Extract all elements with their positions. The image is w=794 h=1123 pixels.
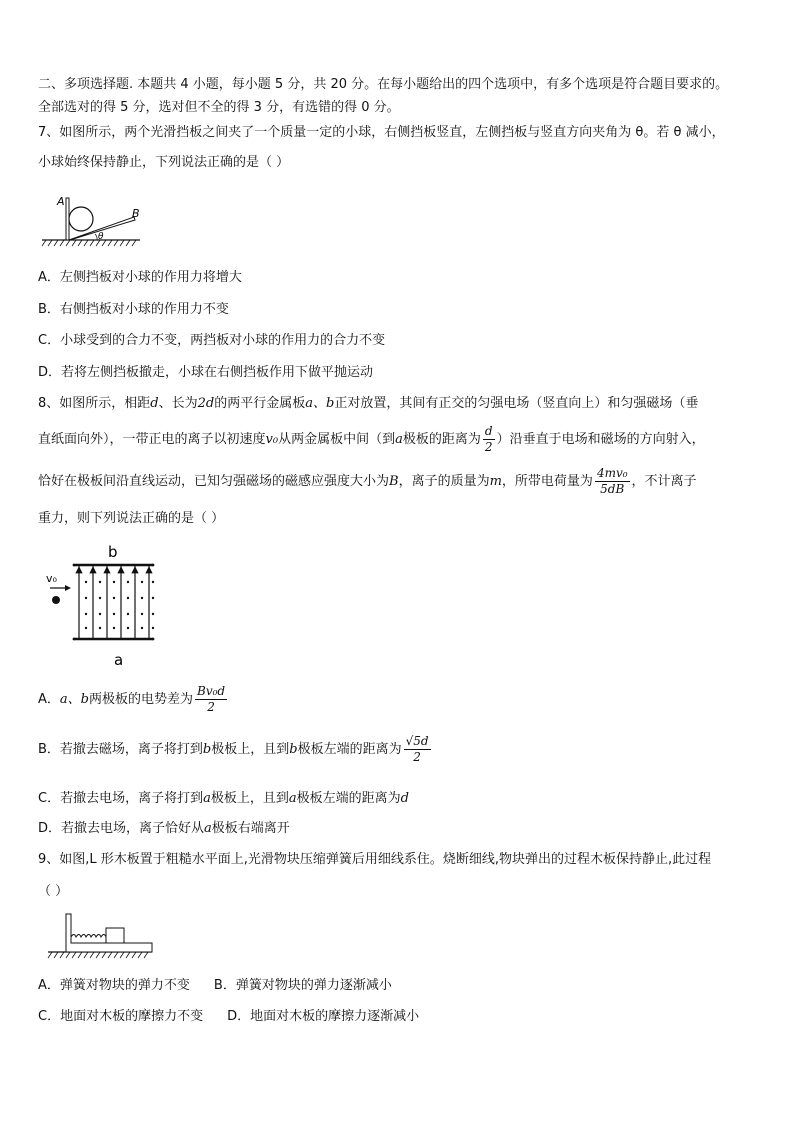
q8-option-d-a1: a	[204, 821, 212, 836]
q9-option-b: B．弹簧对物块的弹力逐渐减小	[213, 978, 392, 993]
q7-stem-line-2: 小球始终保持静止，下列说法正确的是（ ）	[38, 155, 290, 170]
q8-option-c-a2: a	[288, 791, 297, 806]
q7-label-theta: θ	[98, 232, 104, 242]
q8-stem-line-1	[38, 395, 698, 413]
q9-options-row-2	[38, 1008, 419, 1026]
q8-option-c-text-b: 极板上，且到	[210, 791, 289, 806]
q8-stem3-b: B	[389, 474, 399, 489]
q9-stem-line-1: 9、如图,L 形木板置于粗糙水平面上,光滑物块压缩弹簧后用细线系住。烧断细线,物块弹出的过程木板保持静止,此过程	[38, 852, 712, 867]
q8-option-d-text-b: 极板右端离开	[211, 821, 290, 836]
section-instruction-line-1: 二、多项选择题. 本题共 4 小题，每小题 5 分，共 20 分。在每小题给出的四个选项中，有多个选项是符合题目要求的。	[38, 77, 729, 92]
q8-magnetic-dots	[73, 564, 155, 641]
q8-option-d-text-a: D．若撤去电场，离子恰好从	[38, 821, 205, 836]
q8-option-a-num: Bv₀d	[197, 684, 226, 698]
q8-stem-line-4: 重力，则下列说法正确的是（ ）	[38, 511, 225, 526]
q8-stem3-text-d: ，不计离子	[631, 474, 697, 489]
q8-stem3-fraction	[595, 466, 630, 497]
q8-stem1-text-a: 8、如图所示，相距	[38, 396, 151, 411]
q8-stem2-text-a: 直纸面向外），一带正电的离子以初速度	[38, 432, 266, 447]
q8-stem2-text-b: 从两金属板中间（到	[278, 432, 396, 447]
q8-figure	[44, 542, 164, 670]
q8-option-b-text-a: B．若撤去磁场，离子将打到	[38, 742, 203, 757]
q8-option-a-text: 两极板的电势差为	[88, 692, 193, 707]
q8-stem1-2d: 2d	[197, 396, 215, 411]
q9-stem-line-2: （ ）	[38, 884, 69, 899]
q8-stem2-frac-num: d	[484, 424, 493, 438]
q9-block	[106, 928, 124, 943]
q8-option-c-a1: a	[203, 791, 211, 806]
q8-stem3-m: m	[489, 474, 502, 489]
q8-option-b-b1: b	[202, 742, 212, 757]
q8-label-a: a	[114, 651, 124, 669]
q8-option-b-num: √5d	[405, 734, 429, 748]
q8-stem3-text-b: ，离子的质量为	[398, 474, 490, 489]
q8-stem2-text-c: 极板的距离为	[402, 432, 481, 447]
q8-option-b-fraction	[404, 734, 431, 765]
q7-option-a: A．左侧挡板对小球的作用力将增大	[38, 270, 242, 285]
q9-option-c: C．地面对木板的摩擦力不变	[38, 1009, 204, 1024]
q8-stem2-fraction	[483, 424, 495, 455]
q9-figure	[46, 910, 156, 960]
q8-option-b	[38, 733, 433, 767]
q8-option-c-d: d	[400, 791, 409, 806]
q8-option-c-text-a: C．若撤去电场，离子将打到	[38, 791, 204, 806]
q8-label-v0: v₀	[46, 572, 57, 585]
q8-option-a-den: 2	[207, 700, 215, 714]
q9-option-a: A．弹簧对物块的弹力不变	[38, 978, 190, 993]
q8-option-a	[38, 683, 229, 717]
q8-stem3-text-c: ，所带电荷量为	[501, 474, 593, 489]
q8-stem1-text-e: 正对放置，其间有正交的匀强电场（竖直向上）和匀强磁场（垂	[334, 396, 699, 411]
q8-stem3-frac-den: 5dB	[600, 482, 625, 496]
q8-option-c	[38, 790, 409, 808]
q8-option-b-b2: b	[289, 742, 298, 757]
q8-stem1-text-c: 的两平行金属板	[214, 396, 306, 411]
q7-option-d: D．若将左侧挡板撤走，小球在右侧挡板作用下做平抛运动	[38, 365, 374, 380]
q8-stem1-ab: a、b	[305, 396, 335, 411]
q8-stem-line-3	[38, 466, 697, 497]
q8-stem-line-2	[38, 424, 705, 455]
q8-stem3-frac-num: 4mv₀	[596, 466, 628, 480]
q8-stem3-text-a: 恰好在极板间沿直线运动，已知匀强磁场的磁感应强度大小为	[38, 474, 390, 489]
q8-option-a-ab: a、b	[59, 692, 89, 707]
q8-stem2-text-d: ）沿垂直于电场和磁场的方向射入，	[496, 432, 705, 447]
q7-option-b: B．右侧挡板对小球的作用力不变	[38, 302, 229, 317]
q9-options-row-1	[38, 977, 392, 995]
q7-label-a: A	[57, 195, 65, 208]
q7-label-b: B	[132, 207, 140, 220]
q8-option-b-den: 2	[413, 750, 421, 764]
q8-stem2-v0: v₀	[265, 432, 279, 447]
q8-stem2-frac-den: 2	[484, 440, 493, 454]
q8-stem1-text-b: 、长为	[158, 396, 198, 411]
q7-ball	[69, 207, 93, 231]
q8-option-b-text-c: 极板左端的距离为	[297, 742, 402, 757]
q8-option-c-text-c: 极板左端的距离为	[296, 791, 401, 806]
q8-stem1-d: d	[150, 396, 159, 411]
q9-spring	[71, 935, 106, 938]
q9-option-d: D．地面对木板的摩擦力逐渐减小	[227, 1009, 420, 1024]
q7-figure	[40, 193, 142, 247]
q8-option-d	[38, 820, 290, 838]
section-instruction-line-2: 全部选对的得 5 分，选对但不全的得 3 分，有选错的得 0 分。	[38, 100, 400, 115]
q8-ion	[52, 596, 60, 604]
q8-option-a-label: A．	[38, 692, 60, 707]
q8-stem2-a: a	[395, 432, 403, 447]
q8-option-b-text-b: 极板上，且到	[211, 742, 290, 757]
q7-stem-line-1: 7、如图所示，两个光滑挡板之间夹了一个质量一定的小球，右侧挡板竖直，左侧挡板与竖直方向夹角为 θ。若 θ 减小，	[38, 125, 725, 140]
q8-label-b: b	[108, 543, 118, 561]
q8-option-a-fraction	[195, 684, 227, 715]
q7-option-c: C．小球受到的合力不变，两挡板对小球的作用力的合力不变	[38, 333, 386, 348]
